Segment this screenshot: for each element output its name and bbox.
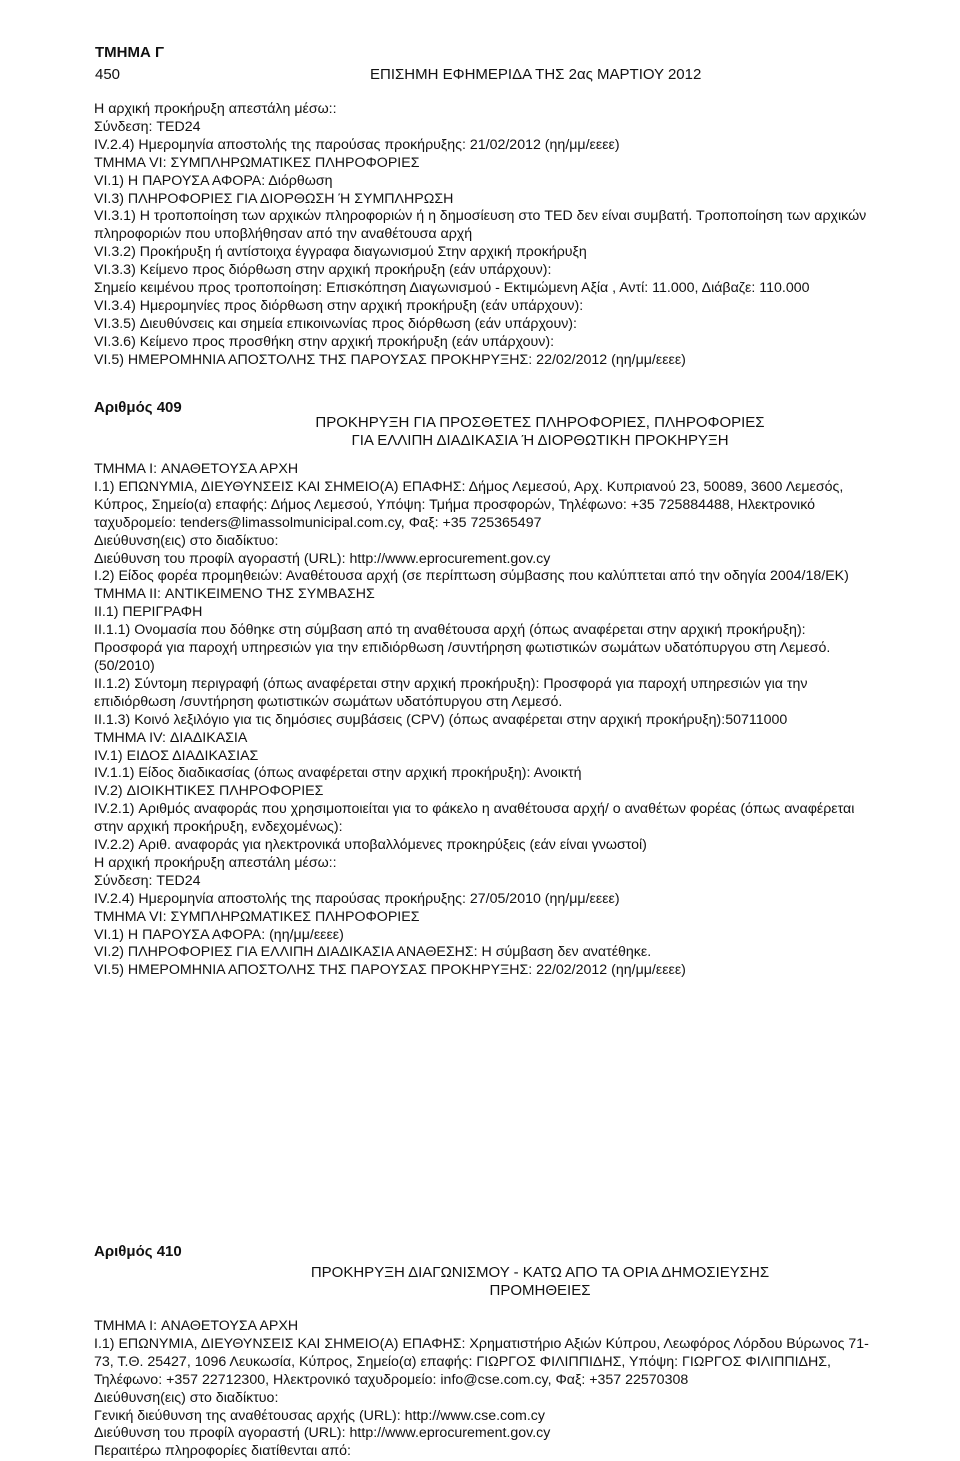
- text-line: Διεύθυνση(εις) στο διαδίκτυο:: [94, 1389, 279, 1406]
- text-line: VI.5) ΗΜΕΡΟΜΗΝΙΑ ΑΠΟΣΤΟΛΗΣ ΤΗΣ ΠΑΡΟΥΣΑΣ ΠΡΟΚΗΡΥΞΗΣ: 22/02/2012 (ηη/μμ/εεεε): [94, 962, 686, 979]
- text-line: I.2) Είδος φορέα προμηθειών: Αναθέτουσα αρχή (σε περίπτωση σύμβασης που καλύπτεται από την οδηγία 2004/18/ΕΚ): [94, 568, 849, 585]
- section-label: ΤΜΗΜΑ Γ: [95, 44, 165, 61]
- text-line: ΤΜΗΜΑ II: ΑΝΤΙΚΕΙΜΕΝΟ ΤΗΣ ΣΥΜΒΑΣΗΣ: [94, 586, 375, 603]
- text-line: VI.3) ΠΛΗΡΟΦΟΡΙΕΣ ΓΙΑ ΔΙΟΡΘΩΣΗ Ή ΣΥΜΠΛΗΡΩΣΗ: [94, 190, 454, 207]
- heading-line: ΠΡΟΚΗΡΥΞΗ ΓΙΑ ΠΡΟΣΘΕΤΕΣ ΠΛΗΡΟΦΟΡΙΕΣ, ΠΛΗΡΟΦΟΡΙΕΣ: [315, 414, 765, 431]
- text-line: I.1) ΕΠΩΝΥΜΙΑ, ΔΙΕΥΘΥΝΣΕΙΣ ΚΑΙ ΣΗΜΕΙΟ(Α) ΕΠΑΦΗΣ: Δήμος Λεμεσού, Αρχ. Κυπριανού 23, 50089, 3600 Λεμεσός, Κύπρος, Σημείο(α) επαφής: Δήμος Λεμεσού, Υπόψη: Τμήμα προσφορών, Τηλέφωνο: +35 725884488, Ηλεκτρονικό ταχυδρομείο: tenders@limassolmunicipal.com.cy, Φαξ: +35 725365497: [94, 478, 844, 531]
- text-line: IV.2) ΔΙΟΙΚΗΤΙΚΕΣ ΠΛΗΡΟΦΟΡΙΕΣ: [94, 783, 324, 800]
- text-line: I.1) ΕΠΩΝΥΜΙΑ, ΔΙΕΥΘΥΝΣΕΙΣ ΚΑΙ ΣΗΜΕΙΟ(Α) ΕΠΑΦΗΣ: Χρηματιστήριο Αξιών Κύπρου, Λεωφόρος Λόρδου Βύρωνος 71-73, Τ.Θ. 25427, 1096 Λευκωσία, Κύπρος, Σημείο(α) επαφής: ΓΙΩΡΓΟΣ ΦΙΛΙΠΠΙΔΗΣ, Υπόψη: ΓΙΩΡΓΟΣ ΦΙΛΙΠΠΙΔΗΣ, Τηλέφωνο: +357 22712300, Ηλεκτρονικό ταχυδρομείο: info@cse.com.cy, Φαξ: +357 22570308: [94, 1335, 869, 1388]
- text-line: Γενική διεύθυνση της αναθέτουσας αρχής (URL): http://www.cse.com.cy: [94, 1407, 545, 1424]
- notice-heading-409: [200, 414, 880, 450]
- text-line: IV.1.1) Είδος διαδικασίας (όπως αναφέρεται στην αρχική προκήρυξη): Ανοικτή: [94, 765, 582, 782]
- text-line: ΤΜΗΜΑ I: ΑΝΑΘΕΤΟΥΣΑ ΑΡΧΗ: [94, 1318, 299, 1334]
- text-line: VI.2) ΠΛΗΡΟΦΟΡΙΕΣ ΓΙΑ ΕΛΛΙΠΗ ΔΙΑΔΙΚΑΣΙΑ ΑΝΑΘΕΣΗΣ: Η σύμβαση δεν ανατέθηκε.: [94, 944, 652, 961]
- text-line: IV.2.4) Ημερομηνία αποστολής της παρούσας προκήρυξης: 27/05/2010 (ηη/μμ/εεεε): [94, 890, 620, 907]
- text-line: VI.3.3) Κείμενο προς διόρθωση στην αρχική προκήρυξη (εάν υπάρχουν):: [94, 262, 552, 279]
- text-line: ΤΜΗΜΑ VI: ΣΥΜΠΛΗΡΩΜΑΤΙΚΕΣ ΠΛΗΡΟΦΟΡΙΕΣ: [94, 908, 420, 925]
- text-line: IV.2.1) Αριθμός αναφοράς που χρησιμοποιείται για το φάκελο η αναθέτουσα αρχή/ ο αναθέτων φορέας (όπως αναφέρεται στην αρχική προκήρυξη, ενδεχομένως):: [94, 801, 855, 836]
- text-line: VI.5) ΗΜΕΡΟΜΗΝΙΑ ΑΠΟΣΤΟΛΗΣ ΤΗΣ ΠΑΡΟΥΣΑΣ ΠΡΟΚΗΡΥΞΗΣ: 22/02/2012 (ηη/μμ/εεεε): [94, 351, 686, 368]
- text-line: Σύνδεση: TED24: [94, 872, 201, 889]
- text-line: IV.2.2) Αριθ. αναφοράς για ηλεκτρονικά υποβαλλόμενες προκηρύξεις (εάν είναι γνωστοί): [94, 837, 647, 854]
- text-line: VI.3.6) Κείμενο προς προσθήκη στην αρχική προκήρυξη (εάν υπάρχουν):: [94, 333, 555, 350]
- heading-line: ΠΡΟΚΗΡΥΞΗ ΔΙΑΓΩΝΙΣΜΟΥ - ΚΑΤΩ ΑΠΟ ΤΑ ΟΡΙΑ ΔΗΜΟΣΙΕΥΣΗΣ: [310, 1264, 770, 1281]
- text-line: Η αρχική προκήρυξη απεστάλη μέσω::: [94, 854, 337, 871]
- text-line: ΤΜΗΜΑ I: ΑΝΑΘΕΤΟΥΣΑ ΑΡΧΗ: [94, 461, 299, 477]
- text-line: II.1.1) Ονομασία που δόθηκε στη σύμβαση από τη αναθέτουσα αρχή (όπως αναφέρεται στην αρχική προκήρυξη): Προσφορά για παροχή υπηρεσιών για την επιδιόρθωση /συντήρηση φωτιστικών σωμάτων υδατόπυργου στη Λεμεσό. (50/2010): [94, 622, 831, 674]
- text-line: ΤΜΗΜΑ IV: ΔΙΑΔΙΚΑΣΙΑ: [94, 729, 248, 746]
- text-line: II.1.2) Σύντομη περιγραφή (όπως αναφέρεται στην αρχική προκήρυξη): Προσφορά για παροχή υπηρεσιών για την επιδιόρθωση /συντήρηση φωτιστικών σωμάτων υδατόπυργου στη Λεμεσό.: [94, 675, 808, 710]
- notice-409-body: [94, 461, 874, 980]
- text-line: VI.3.5) Διευθύνσεις και σημεία επικοινωνίας προς διόρθωση (εάν υπάρχουν):: [94, 315, 577, 332]
- text-line: VI.1) Η ΠΑΡΟΥΣΑ ΑΦΟΡΑ: Διόρθωση: [94, 172, 333, 189]
- heading-line: ΠΡΟΜΗΘΕΙΕΣ: [489, 1282, 591, 1299]
- text-line: Σύνδεση: TED24: [94, 118, 201, 135]
- text-line: VI.3.1) Η τροποποίηση των αρχικών πληροφοριών ή η δημοσίευση στο TED δεν είναι συμβατή. Τροποποίηση των αρχικών πληροφοριών που υποβλήθησαν από την αναθέτουσα αρχή: [94, 208, 867, 243]
- text-line: ΤΜΗΜΑ VI: ΣΥΜΠΛΗΡΩΜΑΤΙΚΕΣ ΠΛΗΡΟΦΟΡΙΕΣ: [94, 154, 420, 171]
- notice-heading-410: [200, 1264, 880, 1300]
- text-line: VI.3.2) Προκήρυξη ή αντίστοιχα έγγραφα διαγωνισμού Στην αρχική προκήρυξη: [94, 244, 587, 261]
- text-line: Περαιτέρω πληροφορίες διατίθενται από:: [94, 1443, 352, 1460]
- text-line: II.1) ΠΕΡΙΓΡΑΦΗ: [94, 604, 203, 621]
- text-line: Διεύθυνση του προφίλ αγοραστή (URL): http://www.eprocurement.gov.cy: [94, 1425, 551, 1442]
- text-line: Διεύθυνση(εις) στο διαδίκτυο:: [94, 532, 279, 549]
- notice-number-409: Αριθμός 409: [94, 399, 182, 416]
- text-line: II.1.3) Κοινό λεξιλόγιο για τις δημόσιες συμβάσεις (CPV) (όπως αναφέρεται στην αρχική προκήρυξη):50711000: [94, 711, 788, 728]
- text-line: Σημείο κειμένου προς τροποποίηση: Επισκόπηση Διαγωνισμού - Εκτιμώμενη Αξία , Αντί: 11.000, Διάβαζε: 110.000: [94, 280, 810, 297]
- page-number: 450: [95, 66, 121, 83]
- text-line: Η αρχική προκήρυξη απεστάλη μέσω::: [94, 101, 337, 117]
- top-block: [94, 101, 874, 370]
- text-line: Διεύθυνση του προφίλ αγοραστή (URL): http://www.eprocurement.gov.cy: [94, 550, 551, 567]
- text-line: VI.1) Η ΠΑΡΟΥΣΑ ΑΦΟΡΑ: (ηη/μμ/εεεε): [94, 926, 344, 943]
- text-line: VI.3.4) Ημερομηνίες προς διόρθωση στην αρχική προκήρυξη (εάν υπάρχουν):: [94, 297, 584, 314]
- notice-number-410: Αριθμός 410: [94, 1243, 182, 1260]
- text-line: IV.2.4) Ημερομηνία αποστολής της παρούσας προκήρυξης: 21/02/2012 (ηη/μμ/εεεε): [94, 136, 620, 153]
- publication-title: ΕΠΙΣΗΜΗ ΕΦΗΜΕΡΙΔΑ ΤΗΣ 2ας ΜΑΡΤΙΟΥ 2012: [370, 66, 702, 83]
- notice-410-body: [94, 1318, 874, 1461]
- heading-line: ΓΙΑ ΕΛΛΙΠΗ ΔΙΑΔΙΚΑΣΙΑ Ή ΔΙΟΡΘΩΤΙΚΗ ΠΡΟΚΗΡΥΞΗ: [351, 432, 729, 449]
- text-line: IV.1) ΕΙΔΟΣ ΔΙΑΔΙΚΑΣΙΑΣ: [94, 747, 259, 764]
